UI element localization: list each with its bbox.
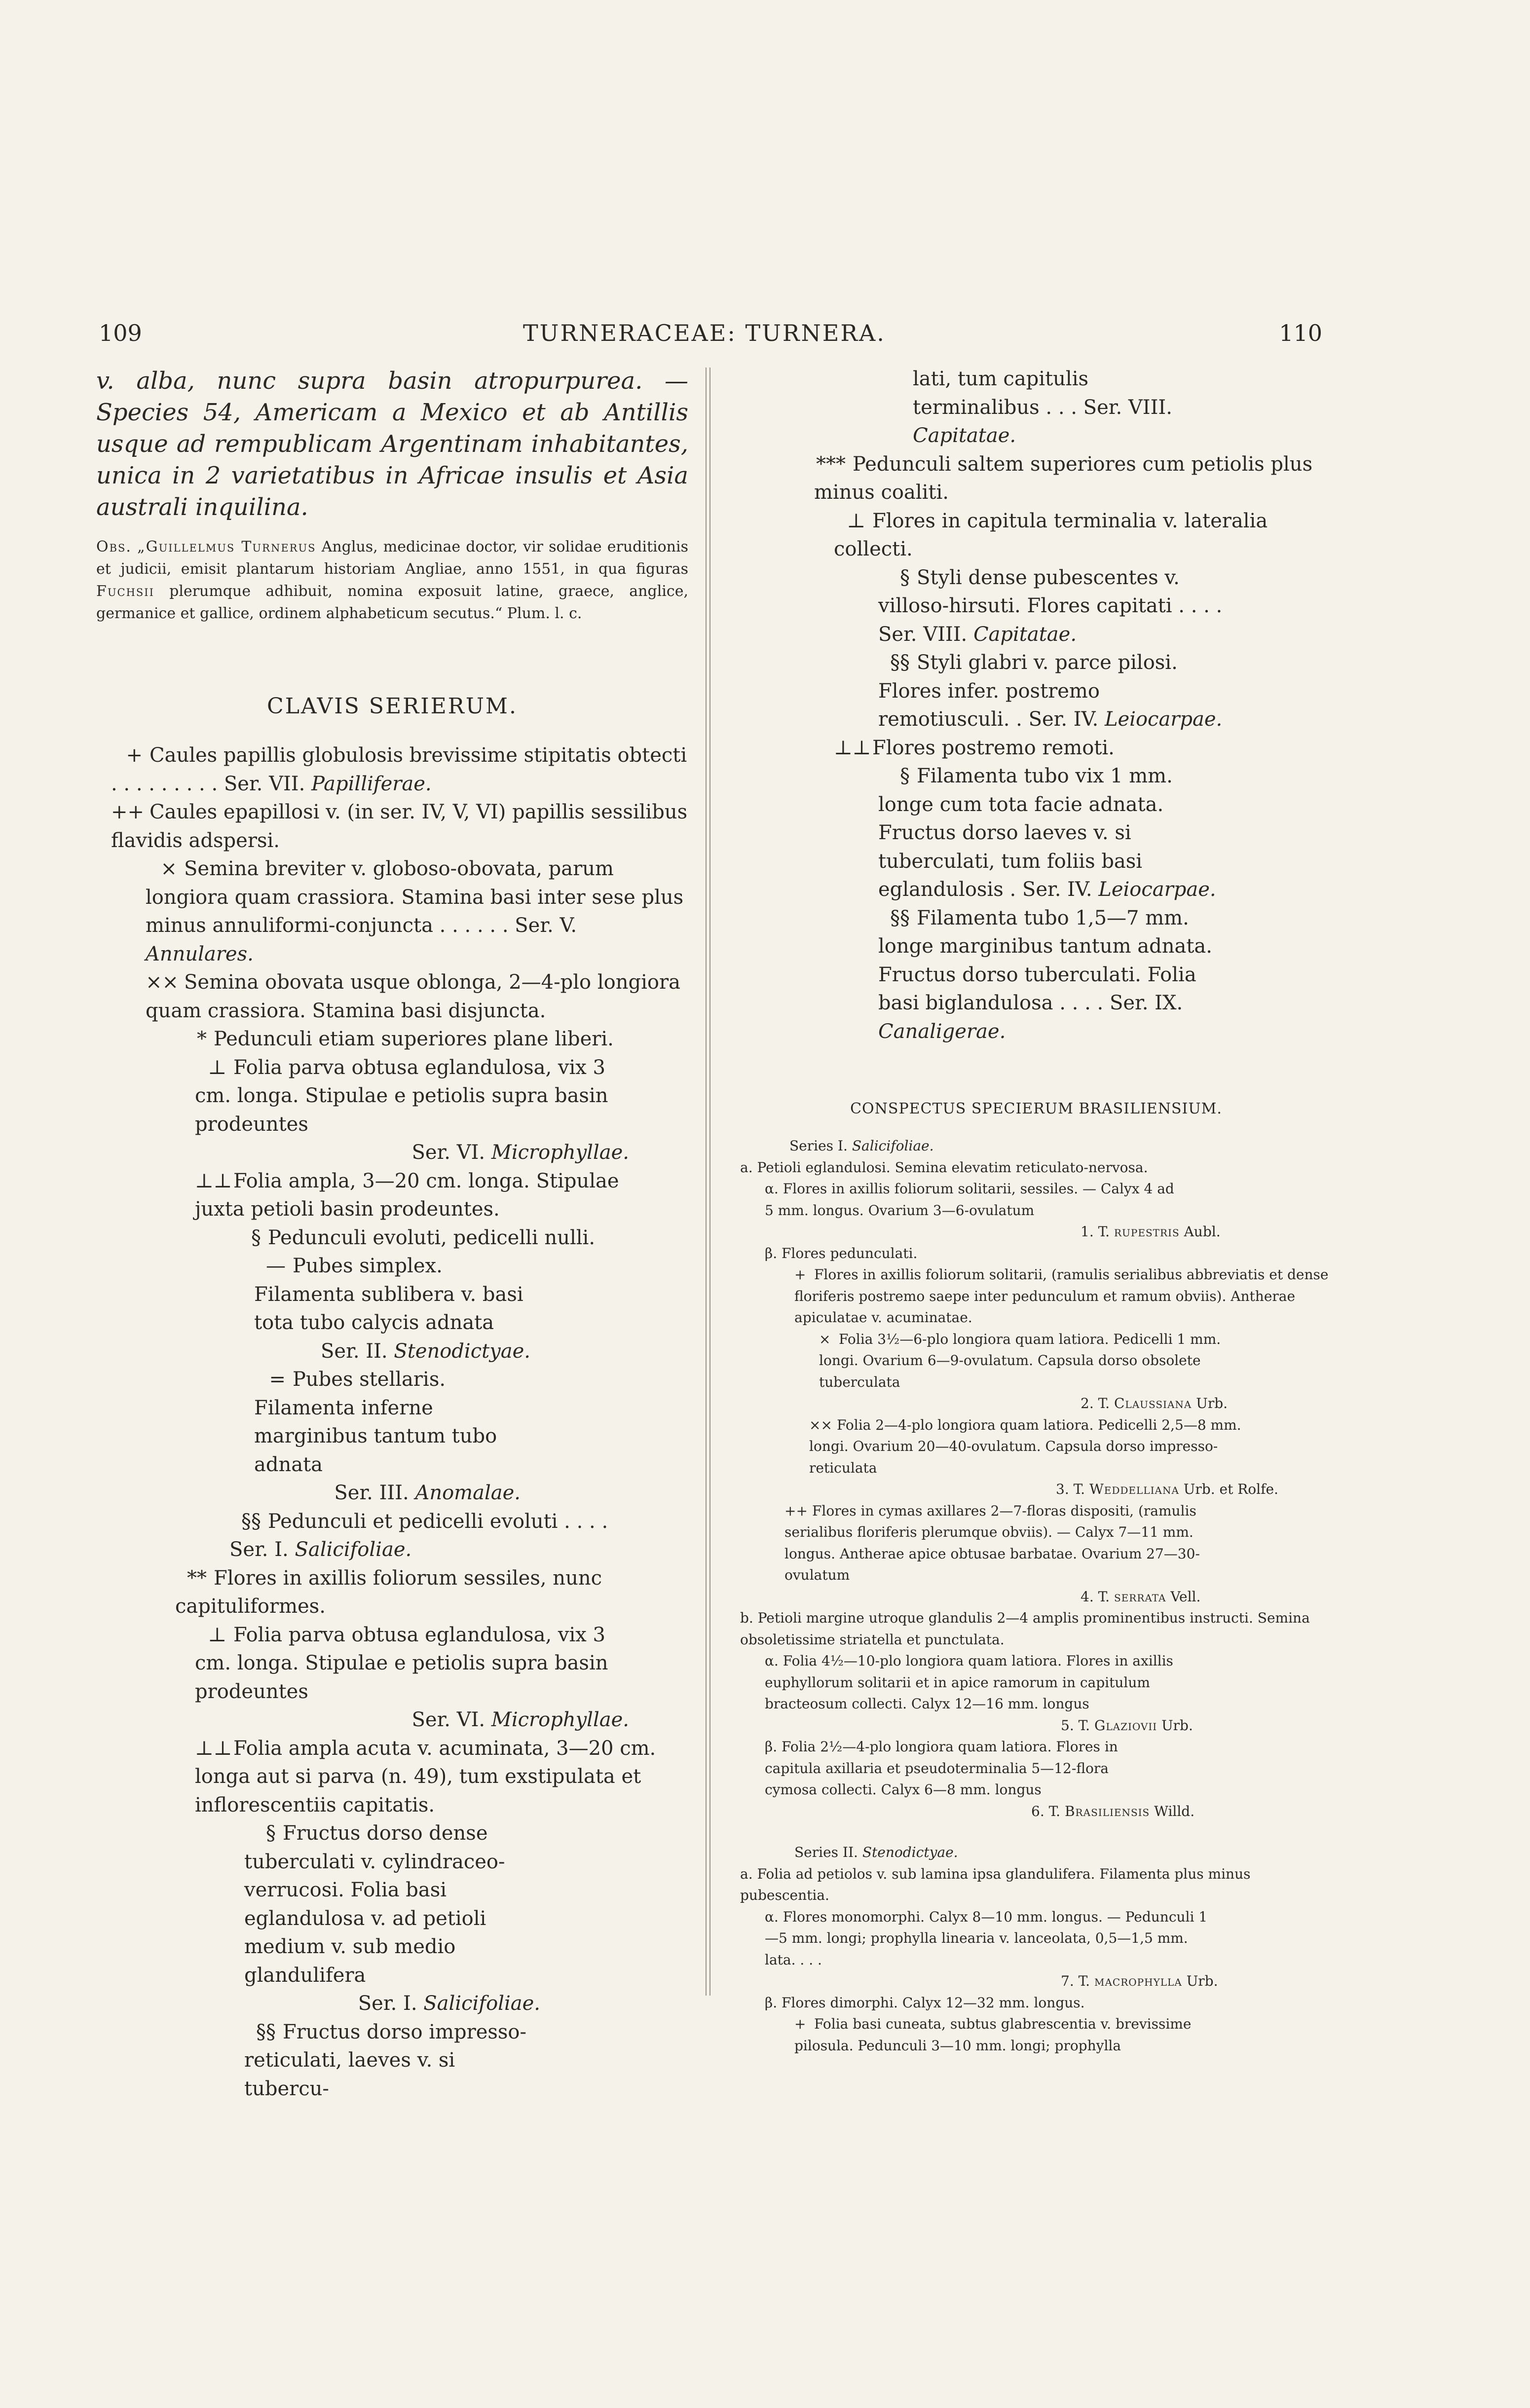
key-text: Fructus dorso impresso-reticulati, laeves v. si tubercu- xyxy=(244,2020,527,2100)
key-entry xyxy=(195,1054,629,1167)
series-name: Salicifoliae. xyxy=(423,1992,540,2015)
key-text: Semina obovata usque oblonga, 2—4-plo longiora quam crassiora. Stamina basi disjuncta. xyxy=(146,971,680,1022)
key-text: Pedunculi etiam superiores plane liberi. xyxy=(214,1028,614,1050)
conspectus-text: Flores in axillis foliorum solitarii, (ramulis serialibus abbreviatis et dense floriferis postremo saepe inter pedunculum et ramum obviis). Antherae apiculatae v. acuminatae. xyxy=(794,1266,1329,1326)
double-times-icon: ×× xyxy=(809,1416,832,1433)
species-name: rupestris xyxy=(1114,1223,1180,1240)
key-text: Pedunculi evoluti, pedicelli nulli. xyxy=(268,1226,596,1249)
key-entry xyxy=(111,798,688,855)
double-times-icon: ×× xyxy=(146,971,179,994)
key-text: Caules epapillosi v. (in ser. IV, V, VI) papillis sessilibus flavidis adspersi. xyxy=(111,801,688,852)
series-name: Leiocarpae. xyxy=(1098,878,1216,901)
key-entry xyxy=(878,762,1233,904)
key-entry xyxy=(229,1508,644,1564)
key-text: Folia ampla acuta v. acuminata, 3—20 cm. longa aut si parva (n. 49), tum exstipulata et inflorescentiis capitatis. xyxy=(195,1737,656,1816)
species-name: Claussiana xyxy=(1114,1395,1192,1411)
species-number: 4. T. xyxy=(1081,1588,1110,1605)
species-number: 1. T. xyxy=(1081,1223,1110,1240)
species-author: Aubl. xyxy=(1184,1223,1221,1240)
species-author: Urb. et Rolfe. xyxy=(1183,1481,1278,1497)
key-text: Pubes stellaris. Filamenta inferne marginibus tantum tubo adnata xyxy=(254,1368,497,1476)
conspectus-text: Folia 3½—6-plo longiora quam latiora. Pedicelli 1 mm. longi. Ovarium 6—9-ovulatum. Capsula dorso obsolete tuberculata xyxy=(819,1331,1221,1390)
species-entry xyxy=(1031,1801,1337,1822)
conspectus-line xyxy=(819,1329,1243,1393)
section-icon: § xyxy=(251,1226,261,1249)
asterisk-icon: * xyxy=(197,1028,207,1050)
species-name: Glaziovii xyxy=(1094,1717,1157,1734)
conspectus-line: α. Flores monomorphi. Calyx 8—10 mm. longus. — Pedunculi 1—5 mm. longi; prophylla linearia v. lanceolata, 0,5—1,5 mm. lata. . . . xyxy=(765,1908,1208,1968)
double-cross-icon: ++ xyxy=(111,801,145,823)
perpendicular-icon: ⊥ xyxy=(208,1623,226,1646)
series-name: Stenodictyae. xyxy=(862,1844,958,1860)
page-number-right: 110 xyxy=(1279,320,1322,346)
conspectus-line xyxy=(794,2013,1229,2056)
series-name: Stenodictyae. xyxy=(394,1339,530,1363)
running-header xyxy=(94,320,1332,349)
series-label: Ser. VI. xyxy=(411,1708,485,1731)
series-name: Papilliferae. xyxy=(311,772,432,795)
triple-asterisk-icon: *** xyxy=(816,452,846,476)
key-entry xyxy=(195,1167,629,1224)
species-author: Urb. xyxy=(1196,1395,1228,1411)
cross-icon: + xyxy=(794,1266,806,1283)
key-entry xyxy=(244,2018,540,2104)
left-column xyxy=(96,365,688,2103)
right-column xyxy=(735,365,1337,2056)
species-number: 7. T. xyxy=(1061,1973,1090,1989)
double-perpendicular-icon: ⊥⊥ xyxy=(195,1169,232,1192)
series-ref xyxy=(254,1479,521,1508)
key-text: Caules papillis globulosis brevissime stipitatis obtecti . . . . . . . . . Ser. VII. xyxy=(111,744,687,795)
cross-icon: + xyxy=(794,2016,806,2032)
species-author: Urb. xyxy=(1186,1973,1218,1989)
obs-label: Obs. xyxy=(96,538,132,556)
conspectus-text: Flores in cymas axillares 2—7-floras dispositi, (ramulis serialibus floriferis plerumque obviis). — Calyx 7—11 mm. longus. Antherae apice obtusae barbatae. Ovarium 27—30-ovulatum xyxy=(784,1502,1200,1583)
key-text: Pedunculi et pedicelli evoluti . . . . Ser. I. xyxy=(229,1510,608,1561)
obs-text-2: plerumque adhibuit, nomina exposuit latine, graece, anglice, germanice et gallice, ordinem alphabeticum secutus.“ Plum. l. c. xyxy=(96,583,688,622)
key-entry xyxy=(195,1735,688,1820)
obs-author: „Guillelmus Turnerus xyxy=(137,538,316,556)
conspectus-line xyxy=(784,1500,1219,1586)
key-entry xyxy=(834,734,1327,763)
species-number: 3. T. xyxy=(1056,1481,1085,1497)
series-label: Ser. VI. xyxy=(411,1141,485,1164)
key-text: Semina breviter v. globoso-obovata, parum longiora quam crassiora. Stamina basi inter sese plus minus annuliformi-conjuncta . . . . . . Ser. V. xyxy=(146,857,684,937)
key-text: Filamenta tubo 1,5—7 mm. longe marginibus tantum adnata. Fructus dorso tuberculati. Folia basi biglandulosa . . . . Ser. IX. xyxy=(878,906,1212,1014)
conspectus-text: Folia basi cuneata, subtus glabrescentia v. brevissime pilosula. Pedunculi 3—10 mm. longi; prophylla xyxy=(794,2016,1192,2054)
intro-paragraph: v. alba, nunc supra basin atropurpurea. — Species 54, Americam a Mexico et ab Antillis usque ad rempublicam Argentinam inhabitantes, unica in 2 varietatibus in Africae insulis et Asia australi inquilina. xyxy=(96,367,688,521)
section-icon: § xyxy=(900,566,910,589)
series-name: Capitatae. xyxy=(913,424,1016,447)
key-entry xyxy=(175,1025,688,1054)
species-entry xyxy=(1081,1393,1337,1414)
series-label: Ser. III. xyxy=(334,1482,409,1504)
double-cross-icon: ++ xyxy=(784,1502,808,1519)
conspectus-line: a. Petioli eglandulosi. Semina elevatim reticulato-nervosa. xyxy=(740,1159,1148,1176)
obs-text: Anglus, medicinae doctor, vir solidae eruditionis et judicii, emisit plantarum historiam Angliae, anno 1551, in qua figuras xyxy=(96,538,688,578)
series-heading xyxy=(794,1842,1337,1863)
series-label: Ser. II. xyxy=(321,1339,388,1363)
series-name: Salicifoliae. xyxy=(852,1138,934,1154)
species-entry xyxy=(1061,1715,1337,1737)
equals-icon: = xyxy=(269,1368,286,1391)
key-entry xyxy=(254,1366,521,1508)
key-entry xyxy=(146,968,688,1025)
series-name: Salicifoliae. xyxy=(295,1538,412,1561)
section-icon: § xyxy=(266,1822,276,1845)
series-name: Microphyllae. xyxy=(491,1708,629,1731)
section-icon: § xyxy=(900,765,910,787)
dash-icon: — xyxy=(266,1255,286,1277)
key-text: Flores in capitula terminalia v. lateralia collecti. xyxy=(834,509,1268,560)
conspectus-line xyxy=(794,1264,1332,1329)
perpendicular-icon: ⊥ xyxy=(208,1056,226,1079)
species-author: Urb. xyxy=(1161,1717,1193,1734)
conspectus-line: b. Petioli margine utroque glandulis 2—4 amplis prominentibus instructi. Semina obsoletissime striatella et punctulata. xyxy=(740,1610,1310,1648)
key-entry xyxy=(878,564,1224,649)
double-section-icon: §§ xyxy=(256,2020,276,2043)
species-number: 6. T. xyxy=(1031,1803,1061,1819)
conspectus-line: α. Flores in axillis foliorum solitarii, sessiles. — Calyx 4 ad 5 mm. longus. Ovarium 3—6-ovulatum xyxy=(765,1181,1174,1219)
key-entry xyxy=(254,1252,530,1366)
key-entry xyxy=(814,450,1327,507)
species-name: macrophylla xyxy=(1094,1973,1182,1989)
key-entry xyxy=(175,1564,678,1621)
cross-icon: + xyxy=(126,744,143,767)
species-entry xyxy=(1056,1479,1337,1500)
species-number: 2. T. xyxy=(1081,1395,1110,1411)
species-name: serrata xyxy=(1114,1588,1166,1605)
key-text: Pubes simplex. Filamenta sublibera v. basi tota tubo calycis adnata xyxy=(254,1255,523,1334)
running-title: TURNERACEAE: TURNERA. xyxy=(523,320,886,346)
key-entry xyxy=(111,741,688,798)
double-section-icon: §§ xyxy=(241,1510,261,1533)
series-heading xyxy=(789,1135,1337,1157)
conspectus-title: CONSPECTUS SPECIERUM BRASILIENSIUM. xyxy=(850,1100,1222,1117)
species-entry xyxy=(1081,1586,1337,1608)
double-perpendicular-icon: ⊥⊥ xyxy=(195,1737,232,1760)
double-section-icon: §§ xyxy=(890,906,910,929)
key-text: Styli dense pubescentes v. villoso-hirsuti. Flores capitati . . . . Ser. VIII. xyxy=(878,566,1223,646)
species-entry xyxy=(1061,1970,1337,1992)
conspectus-line: a. Folia ad petiolos v. sub lamina ipsa glandulifera. Filamenta plus minus pubescentia. xyxy=(740,1865,1251,1903)
key-entry xyxy=(244,1819,540,2018)
series-ref xyxy=(195,1706,629,1735)
observation-note xyxy=(96,536,688,625)
key-text: Folia parva obtusa eglandulosa, vix 3 cm. longa. Stipulae e petiolis supra basin prodeuntes xyxy=(195,1623,608,1703)
series-name: Annulares. xyxy=(146,942,254,965)
species-entry xyxy=(1081,1221,1337,1243)
perpendicular-icon: ⊥ xyxy=(847,509,865,532)
conspectus-line: β. Folia 2½—4-plo longiora quam latiora. Flores in capitula axillaria et pseudoterminalia 5—12-flora cymosa collecti. Calyx 6—8 mm. longus xyxy=(765,1739,1118,1798)
conspectus-line: β. Flores dimorphi. Calyx 12—32 mm. longus. xyxy=(765,1994,1085,2011)
page-number-left: 109 xyxy=(99,320,142,346)
key-text: Folia parva obtusa eglandulosa, vix 3 cm. longa. Stipulae e petiolis supra basin prodeuntes xyxy=(195,1056,608,1136)
series-ref xyxy=(254,1337,530,1366)
series-name: Canaligerae. xyxy=(878,1020,1006,1043)
series-ref xyxy=(195,1139,629,1167)
series-label: Series II. xyxy=(794,1844,858,1860)
key-text: Fructus dorso dense tuberculati v. cylindraceo-verrucosi. Folia basi eglandulosa v. ad petioli medium v. sub medio glandulifera xyxy=(244,1822,505,1987)
key-text: Folia ampla, 3—20 cm. longa. Stipulae juxta petioli basin prodeuntes. xyxy=(195,1169,619,1221)
series-name: Capitatae. xyxy=(973,623,1077,646)
double-perpendicular-icon: ⊥⊥ xyxy=(834,736,871,759)
key-text: Flores postremo remoti. xyxy=(872,736,1115,759)
series-name: Anomalae. xyxy=(415,1482,521,1504)
key-entry xyxy=(834,507,1327,564)
conspectus-line: β. Flores pedunculati. xyxy=(765,1245,918,1261)
species-name: Brasiliensis xyxy=(1064,1803,1150,1819)
key-text: Pedunculi saltem superiores cum petiolis plus minus coaliti. xyxy=(814,452,1313,504)
species-author: Vell. xyxy=(1170,1588,1201,1605)
key-entry xyxy=(878,904,1224,1046)
times-icon: × xyxy=(160,857,177,880)
conspectus-line: α. Folia 4½—10-plo longiora quam latiora. Flores in axillis euphyllorum solitarii et in apice ramorum in capitulum bracteosum collecti. Calyx 12—16 mm. longus xyxy=(765,1653,1173,1712)
obs-fuchs: Fuchsii xyxy=(96,583,154,600)
key-text: Flores in axillis foliorum sessiles, nunc capituliformes. xyxy=(175,1566,602,1618)
series-label: Series I. xyxy=(789,1138,848,1154)
series-label: Ser. I. xyxy=(358,1992,417,2015)
key-entry xyxy=(146,855,688,968)
series-ref xyxy=(244,1990,540,2018)
key-text: lati, tum capitulis terminalibus . . . Ser. VIII. xyxy=(913,368,1172,419)
conspectus-text: Folia 2—4-plo longiora quam latiora. Pedicelli 2,5—8 mm. longi. Ovarium 20—40-ovulatum. Capsula dorso impresso-reticulata xyxy=(809,1416,1241,1476)
series-name: Microphyllae. xyxy=(491,1141,629,1164)
key-entry xyxy=(878,649,1224,734)
series-name: Leiocarpae. xyxy=(1104,708,1223,731)
column-divider xyxy=(706,368,710,1996)
key-entry xyxy=(229,1224,644,1253)
conspectus-line xyxy=(809,1414,1243,1479)
times-icon: × xyxy=(819,1331,831,1347)
double-section-icon: §§ xyxy=(890,651,910,674)
key-entry xyxy=(913,365,1204,450)
key-title: CLAVIS SERIERUM. xyxy=(267,694,518,719)
species-number: 5. T. xyxy=(1061,1717,1090,1734)
double-asterisk-icon: ** xyxy=(187,1566,207,1590)
species-author: Willd. xyxy=(1154,1803,1195,1819)
key-text: Styli glabri v. parce pilosi. Flores infer. postremo remotiusculi. . Ser. IV. xyxy=(878,651,1178,731)
key-entry xyxy=(195,1621,629,1735)
species-name: Weddelliana xyxy=(1089,1481,1179,1497)
key-text: Filamenta tubo vix 1 mm. longe cum tota facie adnata. Fructus dorso laeves v. si tuberculati, tum foliis basi eglandulosis . Ser. IV. xyxy=(878,765,1173,901)
